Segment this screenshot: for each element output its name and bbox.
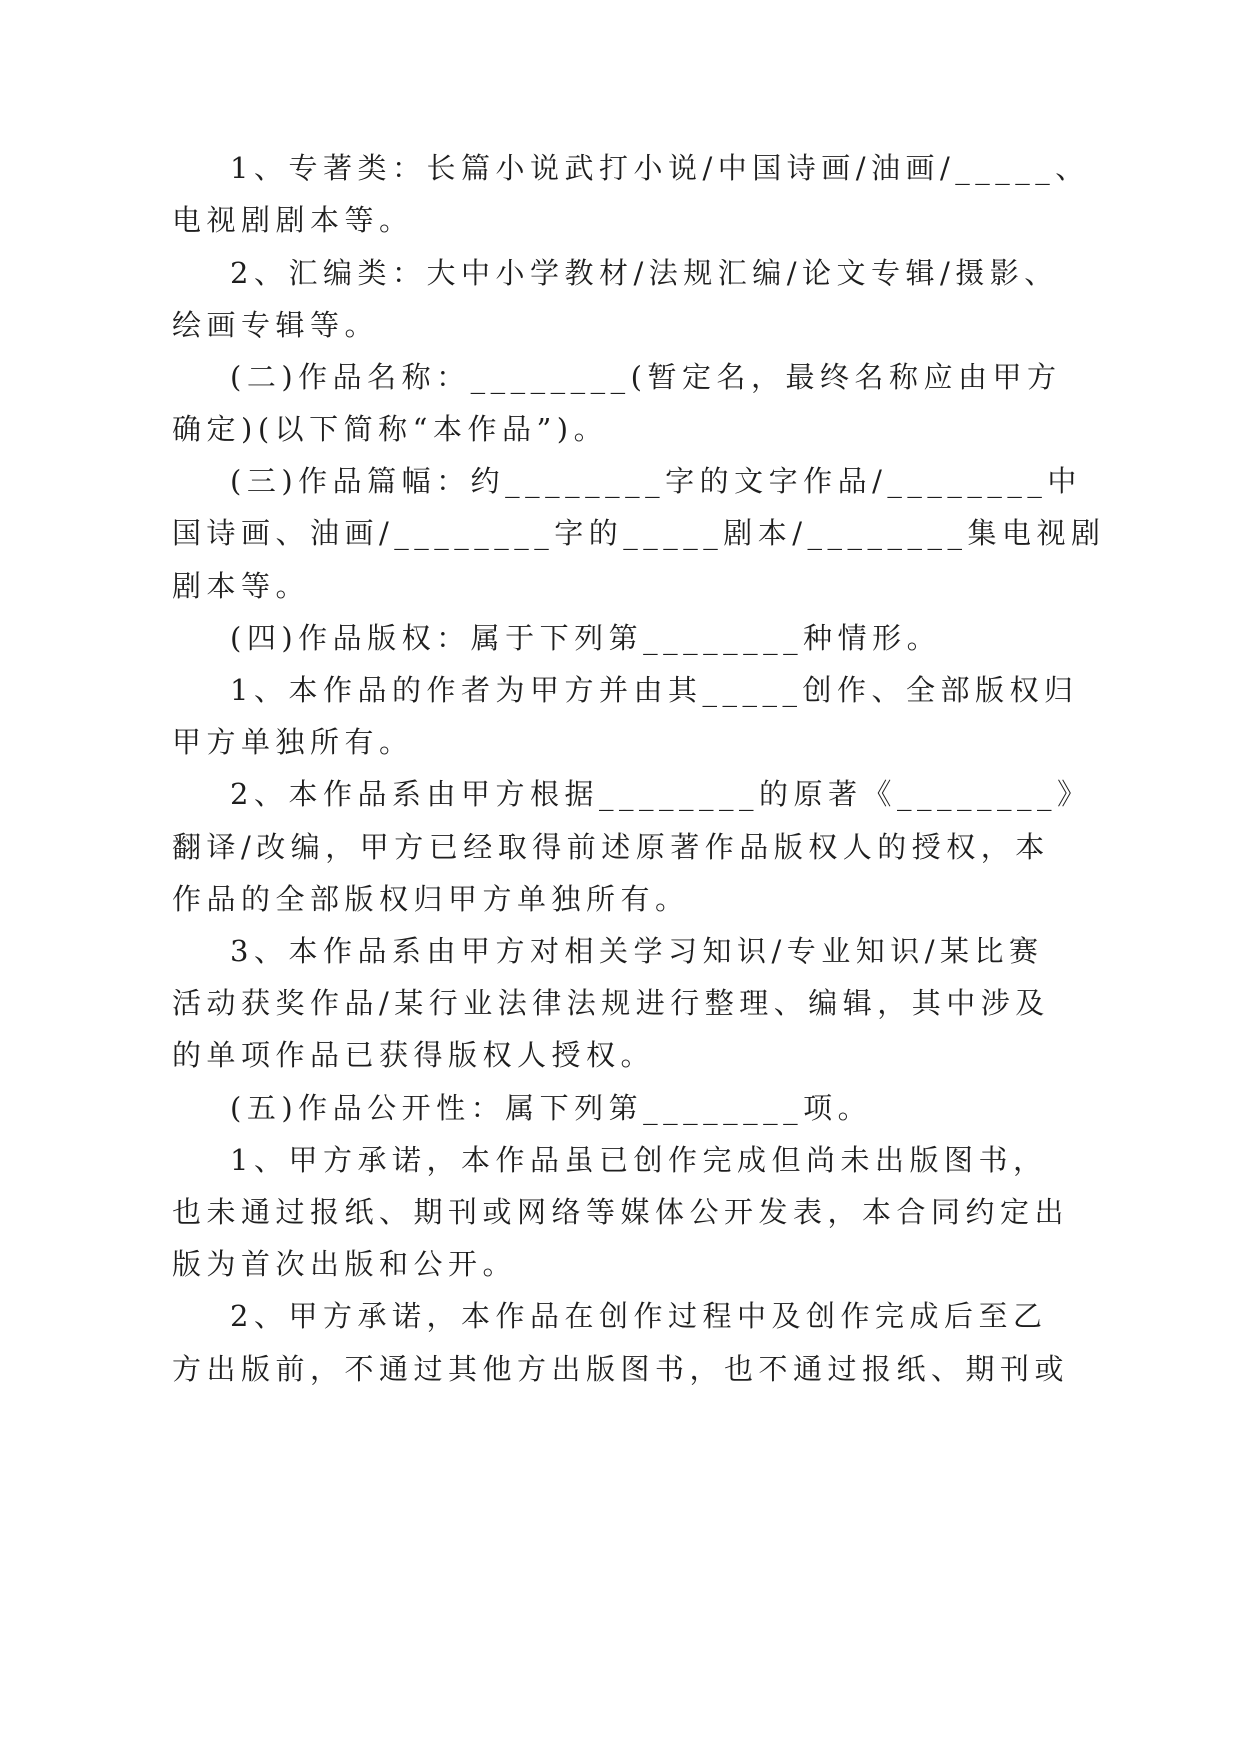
text-line-22: 版为首次出版和公开。 (172, 1247, 518, 1281)
text-line-11: 1、本作品的作者为甲方并由其_____创作、全部版权归 (230, 673, 1079, 707)
text-line-12: 甲方单独所有。 (172, 725, 414, 759)
text-line-3: 2、汇编类：大中小学教材/法规汇编/论文专辑/摄影、 (230, 256, 1059, 290)
text-line-15: 作品的全部版权归甲方单独所有。 (172, 882, 690, 916)
text-line-6: 确定)(以下简称“本作品”)。 (172, 412, 609, 446)
text-line-8: 国诗画、油画/________字的_____剧本/________集电视剧 (172, 516, 1106, 550)
text-line-23: 2、甲方承诺，本作品在创作过程中及创作完成后至乙 (230, 1299, 1048, 1333)
text-line-14: 翻译/改编，甲方已经取得前述原著作品版权人的授权，本 (172, 830, 1050, 864)
text-line-20: 1、甲方承诺，本作品虽已创作完成但尚未出版图书， (230, 1143, 1048, 1177)
text-line-2: 电视剧剧本等。 (172, 203, 414, 237)
text-line-9: 剧本等。 (172, 569, 311, 603)
text-line-10: (四)作品版权：属于下列第________种情形。 (230, 621, 942, 655)
text-line-17: 活动获奖作品/某行业法律法规进行整理、编辑，其中涉及 (172, 986, 1050, 1020)
text-line-1: 1、专著类：长篇小说武打小说/中国诗画/油画/_____、 (230, 151, 1090, 185)
text-line-19: (五)作品公开性：属下列第________项。 (230, 1091, 873, 1125)
text-line-24: 方出版前，不通过其他方出版图书，也不通过报纸、期刊或 (172, 1352, 1070, 1386)
text-line-21: 也未通过报纸、期刊或网络等媒体公开发表，本合同约定出 (172, 1195, 1070, 1229)
text-line-7: (三)作品篇幅：约________字的文字作品/________中 (230, 464, 1082, 498)
text-line-18: 的单项作品已获得版权人授权。 (172, 1038, 656, 1072)
text-line-4: 绘画专辑等。 (172, 308, 380, 342)
text-line-5: (二)作品名称：________(暂定名，最终名称应由甲方 (230, 360, 1062, 394)
text-line-16: 3、本作品系由甲方对相关学习知识/专业知识/某比赛 (230, 934, 1044, 968)
text-line-13: 2、本作品系由甲方根据________的原著《________》 (230, 777, 1092, 811)
